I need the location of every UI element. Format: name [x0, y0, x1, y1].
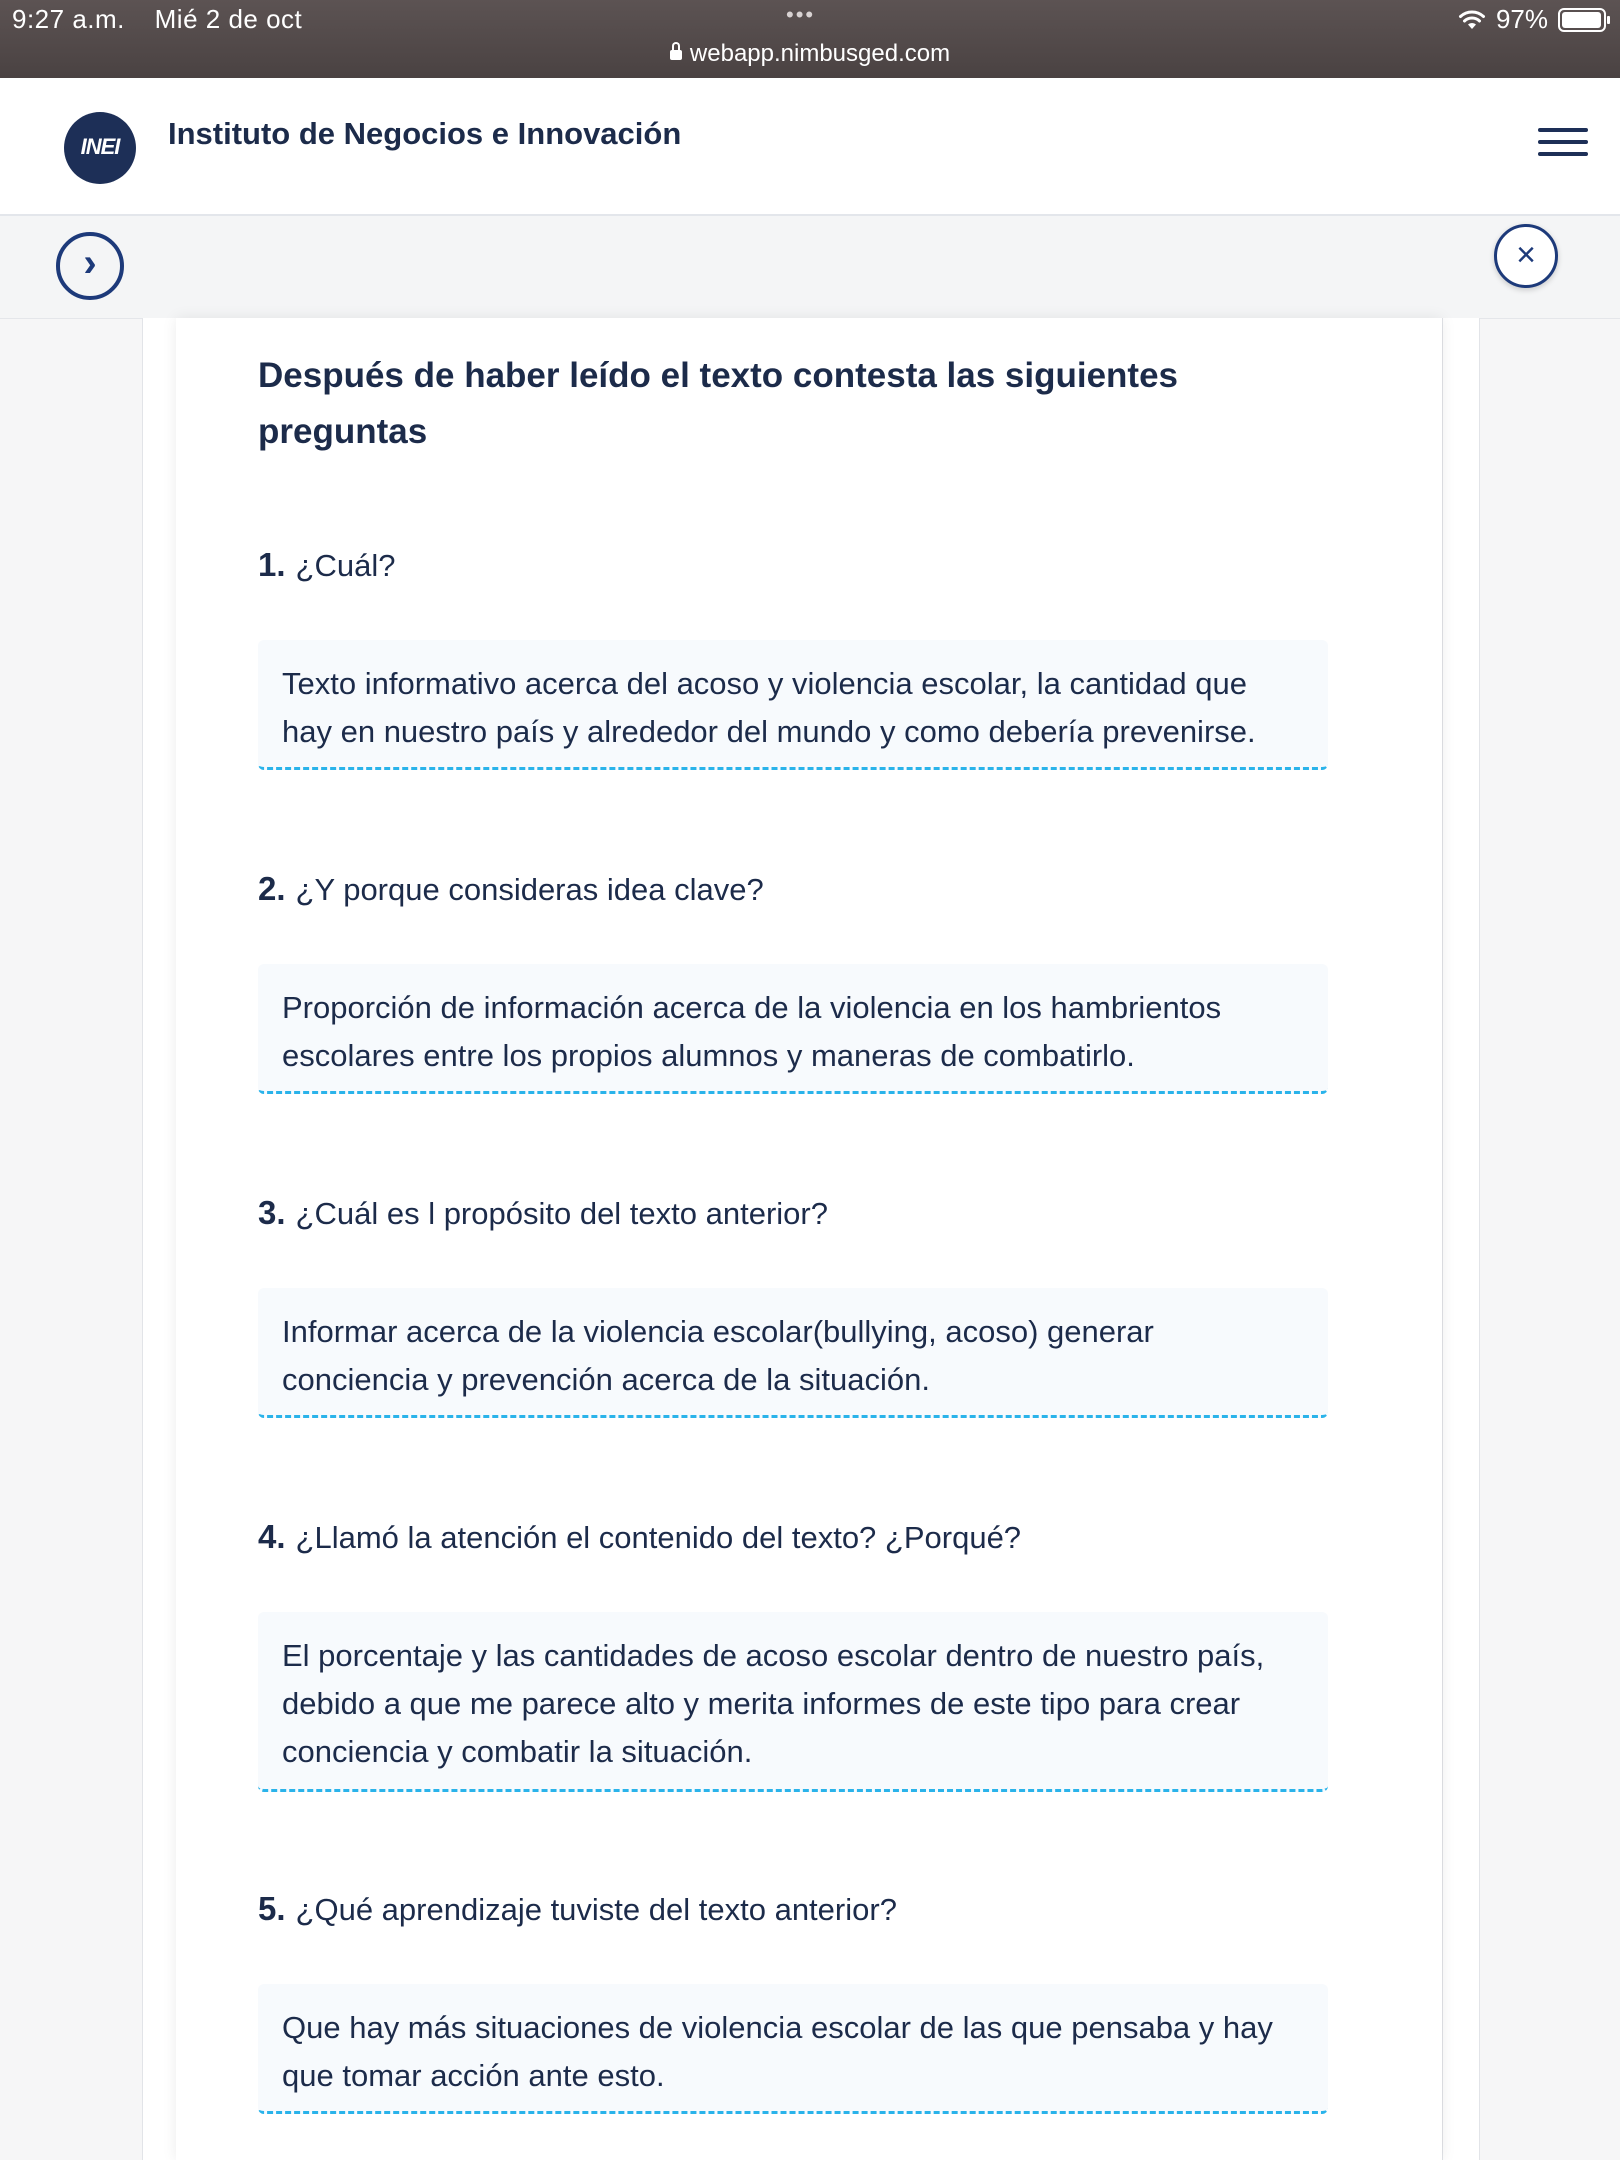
question-text: ¿Cuál? [295, 548, 396, 583]
page-title: Después de haber leído el texto contesta las siguientes preguntas [258, 356, 1179, 451]
question-number: 1. [258, 546, 286, 583]
question-number: 3. [258, 1194, 286, 1231]
question-4 [258, 1518, 1021, 1556]
question-text: ¿Llamó la atención el contenido del texto? ¿Porqué? [295, 1520, 1022, 1555]
status-time-date [12, 4, 324, 35]
answer-field-5[interactable] [258, 1984, 1328, 2114]
question-number: 2. [258, 870, 286, 907]
answer-text: Informar acerca de la violencia escolar(bullying, acoso) generar conciencia y prevención acerca de la situación. [282, 1314, 1154, 1397]
question-number: 4. [258, 1518, 286, 1555]
status-indicators [1458, 4, 1606, 35]
status-date: Mié 2 de oct [154, 4, 303, 34]
battery-percent: 97% [1495, 4, 1548, 34]
question-text: ¿Y porque consideras idea clave? [295, 872, 764, 907]
right-panel-edge [1442, 318, 1480, 2160]
url-text: webapp.nimbusged.com [689, 40, 951, 67]
answer-field-2[interactable] [258, 964, 1328, 1094]
answer-text: Que hay más situaciones de violencia escolar de las que pensaba y hay que tomar acción ante esto. [282, 2010, 1273, 2093]
question-text: ¿Qué aprendizaje tuviste del texto anterior? [295, 1892, 897, 1927]
wifi-icon [1458, 9, 1486, 31]
answer-text: Proporción de información acerca de la violencia en los hambrientos escolares entre los propios alumnos y maneras de combatirlo. [282, 990, 1222, 1073]
question-3 [258, 1194, 828, 1232]
activity-toolbar [0, 216, 1620, 319]
left-panel-edge [142, 318, 180, 2160]
answer-text: Texto informativo acerca del acoso y violencia escolar, la cantidad que hay en nuestro país y alrededor del mundo y como debería prevenirse. [282, 666, 1256, 749]
question-1 [258, 546, 395, 584]
url-bar[interactable] [0, 40, 1620, 68]
battery-level [1562, 12, 1601, 28]
answer-field-1[interactable] [258, 640, 1328, 770]
institute-title: Instituto de Negocios e Innovación [168, 116, 682, 151]
question-2 [258, 870, 764, 908]
question-text: ¿Cuál es l propósito del texto anterior? [295, 1196, 828, 1231]
status-time: 9:27 a.m. [12, 4, 125, 34]
chevron-right-icon[interactable]: › [56, 232, 124, 300]
status-bar [0, 0, 1620, 78]
close-icon[interactable]: × [1494, 224, 1558, 288]
question-number: 5. [258, 1890, 286, 1927]
menu-icon[interactable] [1538, 128, 1588, 162]
site-header [0, 78, 1620, 216]
institute-logo[interactable]: INEI [64, 112, 136, 184]
battery-icon [1558, 8, 1606, 32]
questions-panel [176, 318, 1442, 2160]
question-5 [258, 1890, 897, 1928]
answer-text: El porcentaje y las cantidades de acoso escolar dentro de nuestro país, debido a que me parece alto y merita informes de este tipo para crear conciencia y combatir la situación. [282, 1638, 1265, 1769]
answer-field-3[interactable] [258, 1288, 1328, 1418]
answer-field-4[interactable] [258, 1612, 1328, 1792]
lock-icon [670, 50, 682, 60]
multitasking-dots-icon[interactable]: ••• [786, 2, 816, 27]
